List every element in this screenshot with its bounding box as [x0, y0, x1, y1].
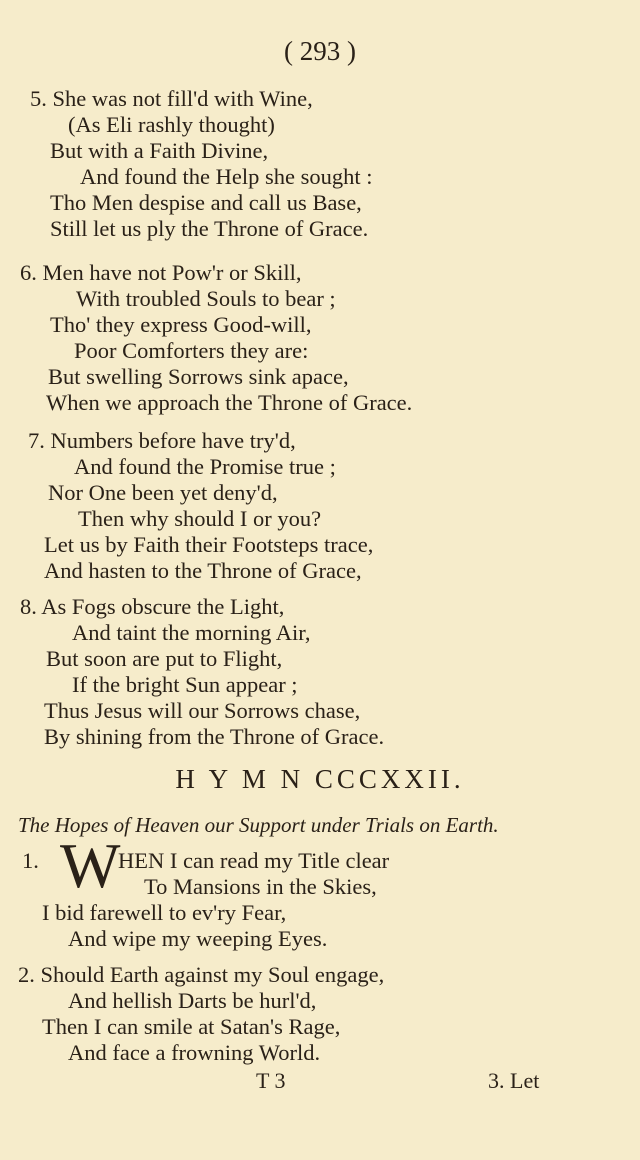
hymn-title: H Y M N CCCXXII.	[175, 764, 465, 794]
verse-line: Tho' they express Good-will,	[50, 312, 312, 337]
verse-line: I bid farewell to ev'ry Fear,	[42, 900, 287, 925]
verse-line: When we approach the Throne of Grace.	[46, 390, 413, 415]
catchword: 3. Let	[488, 1068, 540, 1093]
verse-line: And found the Promise true ;	[74, 454, 336, 479]
verse-line: HEN I can read my Title clear	[118, 848, 390, 873]
drop-cap: W	[60, 830, 121, 901]
verse-line: And wipe my weeping Eyes.	[68, 926, 328, 951]
verse-line: Let us by Faith their Footsteps trace,	[44, 532, 374, 557]
verse-line: Thus Jesus will our Sorrows chase,	[44, 698, 361, 723]
verse-line: Then I can smile at Satan's Rage,	[42, 1014, 341, 1039]
verse-line: Nor One been yet deny'd,	[48, 480, 278, 505]
verse-line: But swelling Sorrows sink apace,	[48, 364, 349, 389]
verse-line: If the bright Sun appear ;	[72, 672, 298, 697]
verse-line: 5. She was not fill'd with Wine,	[30, 86, 313, 111]
page-number: ( 293 )	[284, 36, 356, 66]
verse-line: And hellish Darts be hurl'd,	[68, 988, 317, 1013]
verse-line: But with a Faith Divine,	[50, 138, 269, 163]
verse-line: Tho Men despise and call us Base,	[50, 190, 362, 215]
verse-line: 6. Men have not Pow'r or Skill,	[20, 260, 302, 285]
verse-line: And hasten to the Throne of Grace,	[44, 558, 362, 583]
signature-mark: T 3	[256, 1068, 286, 1093]
verse-line: Poor Comforters they are:	[74, 338, 309, 363]
verse-line: And found the Help she sought :	[80, 164, 373, 189]
verse-line: (As Eli rashly thought)	[68, 112, 275, 137]
hymn-subtitle: The Hopes of Heaven our Support under Trials on Earth.	[18, 813, 499, 837]
verse-line: And taint the morning Air,	[72, 620, 311, 645]
verse-line: Still let us ply the Throne of Grace.	[50, 216, 369, 241]
verse-line: 7. Numbers before have try'd,	[28, 428, 296, 453]
verse-line: By shining from the Throne of Grace.	[44, 724, 385, 749]
verse-line: Then why should I or you?	[78, 506, 322, 531]
stanza-number: 1.	[22, 848, 39, 873]
verse-line: With troubled Souls to bear ;	[76, 286, 336, 311]
verse-line: And face a frowning World.	[68, 1040, 321, 1065]
verse-line: 8. As Fogs obscure the Light,	[20, 594, 285, 619]
verse-line: 2. Should Earth against my Soul engage,	[18, 962, 385, 987]
verse-line: To Mansions in the Skies,	[144, 874, 377, 899]
verse-line: But soon are put to Flight,	[46, 646, 283, 671]
